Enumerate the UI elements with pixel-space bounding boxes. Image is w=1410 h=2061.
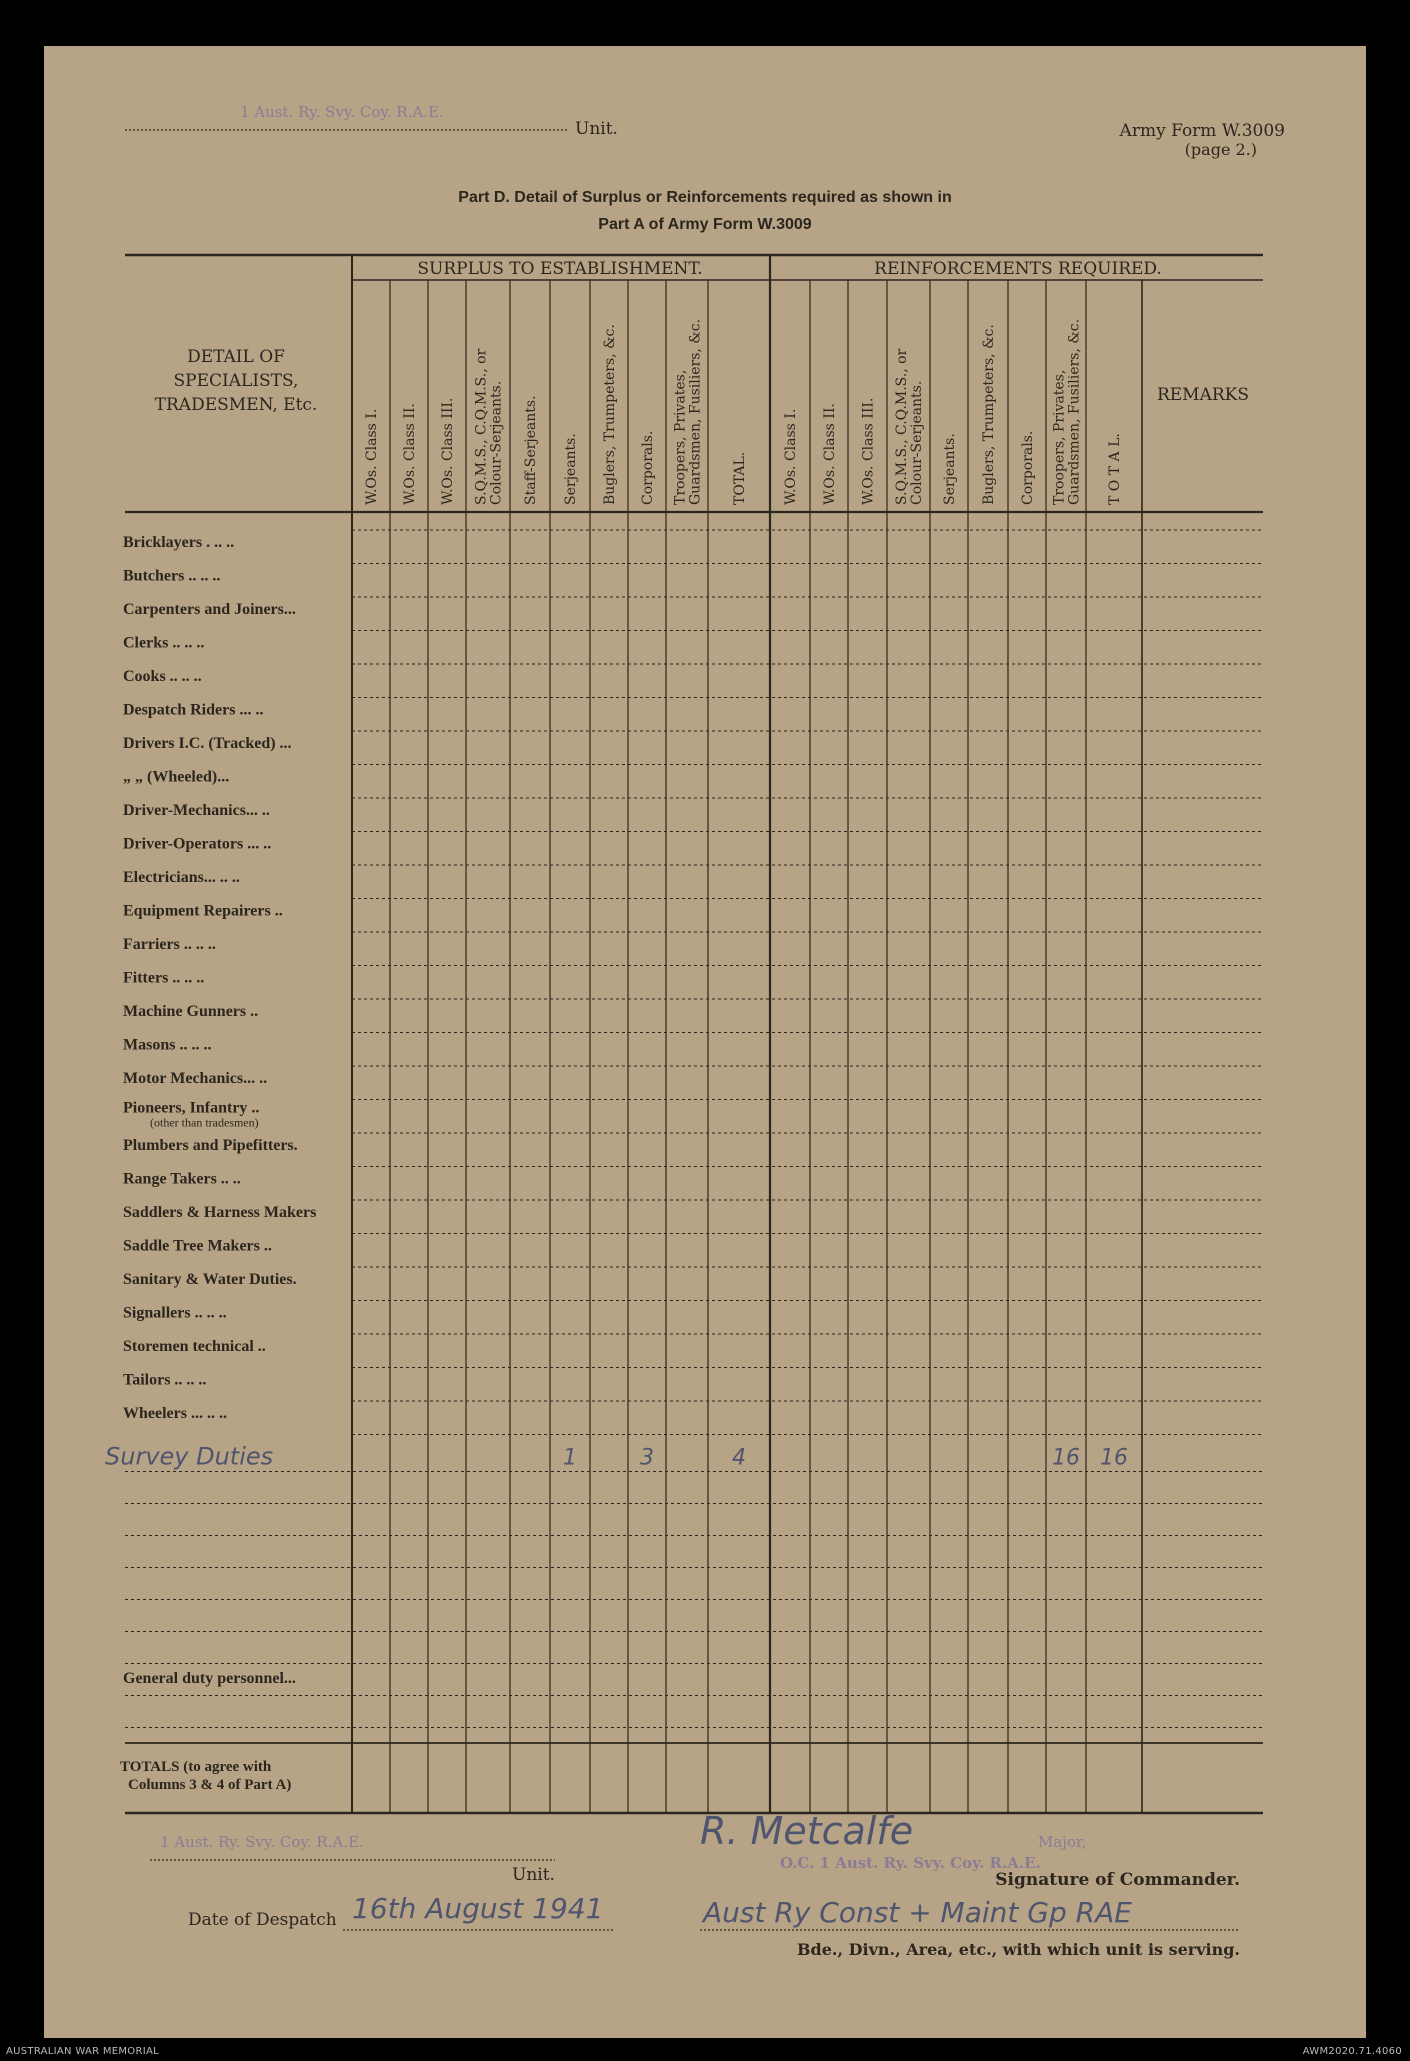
row-label: Butchers .. .. .. [123, 567, 221, 585]
remarks-header: REMARKS [1156, 385, 1250, 405]
detail-header-line: TRADESMEN, Etc. [154, 395, 318, 415]
signature-label: Signature of Commander. [995, 1870, 1240, 1890]
row-label: Wheelers ... .. .. [123, 1405, 227, 1422]
surplus-column-label: Guardsmen, Fusiliers, &c. [687, 318, 704, 505]
reinforcement-total-value: 16 [1100, 1445, 1128, 1471]
formation-label: Bde., Divn., Area, etc., with which unit is serving. [797, 1940, 1240, 1959]
row-label: Fitters .. .. .. [123, 969, 205, 987]
reinforcement-troopers-value: 16 [1052, 1445, 1080, 1471]
row-label: Range Takers .. .. [123, 1170, 241, 1188]
surplus-column-label: S.Q.M.S., C.Q.M.S., or [473, 348, 490, 505]
row-label: Saddle Tree Makers .. [123, 1237, 272, 1255]
unit-label-bottom: Unit. [512, 1865, 555, 1885]
row-label: Electricians... .. .. [123, 869, 240, 886]
surplus-column-label: Staff-Serjeants. [523, 395, 539, 505]
reinforcement-column-label: S.Q.M.S., C.Q.M.S., or [894, 348, 910, 505]
row-label: Despatch Riders ... .. [123, 701, 264, 719]
unit-label-top: Unit. [575, 119, 618, 139]
row-label: Signallers .. .. .. [123, 1304, 227, 1322]
reinforcement-column-label: Guardsmen, Fusiliers, &c. [1066, 318, 1083, 505]
commander-signature: R. Metcalfe [700, 1809, 914, 1853]
row-label: Saddlers & Harness Makers [123, 1204, 317, 1221]
rank-stamp: Major, [1038, 1833, 1087, 1851]
surplus-column-label: Buglers, Trumpeters, &c. [602, 324, 618, 505]
row-label: Drivers I.C. (Tracked) ... [123, 735, 292, 752]
row-label: Carpenters and Joiners... [123, 601, 296, 618]
reinforcement-column-label: Corporals. [1020, 430, 1036, 505]
surplus-column-label: W.Os. Class III. [440, 397, 456, 505]
row-label: Farriers .. .. .. [123, 936, 216, 953]
row-label: Motor Mechanics... .. [123, 1070, 268, 1087]
reinforcements-header: REINFORCEMENTS REQUIRED. [874, 259, 1162, 279]
surplus-corporals-value: 3 [640, 1445, 654, 1471]
row-label: Cooks .. .. .. [123, 668, 202, 685]
row-label: Machine Gunners .. [123, 1003, 259, 1020]
heading-line-1: Part D. Detail of Surplus or Reinforcements required as shown in [458, 189, 952, 206]
handwritten-row-label: Survey Duties [105, 1442, 274, 1471]
surplus-column-label: Serjeants. [563, 433, 579, 505]
row-label: Clerks .. .. .. [123, 634, 205, 652]
surplus-column-label: Corporals. [640, 430, 656, 505]
reinforcement-column-label: W.Os. Class II. [822, 403, 838, 505]
date-value: 16th August 1941 [352, 1892, 604, 1925]
row-label: Masons .. .. .. [123, 1036, 212, 1054]
date-label: Date of Despatch [188, 1910, 337, 1930]
row-label: Driver-Mechanics... .. [123, 802, 270, 819]
page-ref: (page 2.) [1184, 140, 1257, 159]
general-duty-label: General duty personnel... [123, 1670, 296, 1687]
detail-header-line: SPECIALISTS, [173, 371, 299, 391]
surplus-column-label: Colour-Serjeants. [488, 380, 505, 505]
reinforcement-column-label: Buglers, Trumpeters, &c. [981, 324, 997, 505]
surplus-serjeants-value: 1 [563, 1445, 577, 1471]
heading-line-2: Part A of Army Form W.3009 [598, 216, 812, 233]
row-label: Driver-Operators ... .. [123, 835, 272, 853]
row-label: Storemen technical .. [123, 1338, 266, 1355]
totals-label-line-2: Columns 3 & 4 of Part A) [128, 1777, 292, 1793]
reinforcement-column-label: Troopers, Privates, [1051, 369, 1068, 505]
row-label: Tailors .. .. .. [123, 1371, 207, 1389]
surplus-header: SURPLUS TO ESTABLISHMENT. [417, 259, 703, 279]
form-number: Army Form W.3009 [1119, 121, 1285, 141]
paper [44, 46, 1366, 2038]
reinforcement-column-label: W.Os. Class III. [860, 397, 877, 505]
row-label: Pioneers, Infantry .. [123, 1099, 260, 1117]
credit-left: AUSTRALIAN WAR MEMORIAL [6, 2046, 159, 2057]
unit-stamp-top: 1 Aust. Ry. Svy. Coy. R.A.E. [240, 103, 444, 121]
surplus-column-label: TOTAL. [732, 451, 748, 505]
row-note: (other than tradesmen) [150, 1115, 259, 1130]
reinforcement-column-label: Colour-Serjeants. [909, 380, 925, 505]
reinforcement-column-label: Serjeants. [942, 433, 958, 505]
row-label: Equipment Repairers .. [123, 902, 283, 920]
detail-header-line: DETAIL OF [187, 347, 285, 367]
oc-stamp: O.C. 1 Aust. Ry. Svy. Coy. R.A.E. [780, 1854, 1041, 1872]
reinforcement-column-label: W.Os. Class I. [783, 408, 799, 505]
formation-value: Aust Ry Const + Maint Gp RAE [703, 1896, 1132, 1929]
surplus-column-label: Troopers, Privates, [672, 369, 689, 505]
row-label: „ „ (Wheeled)... [123, 768, 230, 786]
row-label: Plumbers and Pipefitters. [123, 1137, 298, 1154]
row-label: Sanitary & Water Duties. [123, 1271, 297, 1288]
unit-stamp-bottom: 1 Aust. Ry. Svy. Coy. R.A.E. [160, 1833, 364, 1851]
credit-right: AWM2020.71.4060 [1302, 2046, 1402, 2057]
surplus-column-label: W.Os. Class I. [364, 408, 380, 505]
row-label: Bricklayers . .. .. [123, 534, 235, 551]
reinforcement-column-label: T O T A L. [1107, 433, 1123, 505]
surplus-column-label: W.Os. Class II. [402, 403, 418, 505]
totals-label-line-1: TOTALS (to agree with [120, 1759, 272, 1775]
surplus-total-value: 4 [732, 1445, 746, 1471]
